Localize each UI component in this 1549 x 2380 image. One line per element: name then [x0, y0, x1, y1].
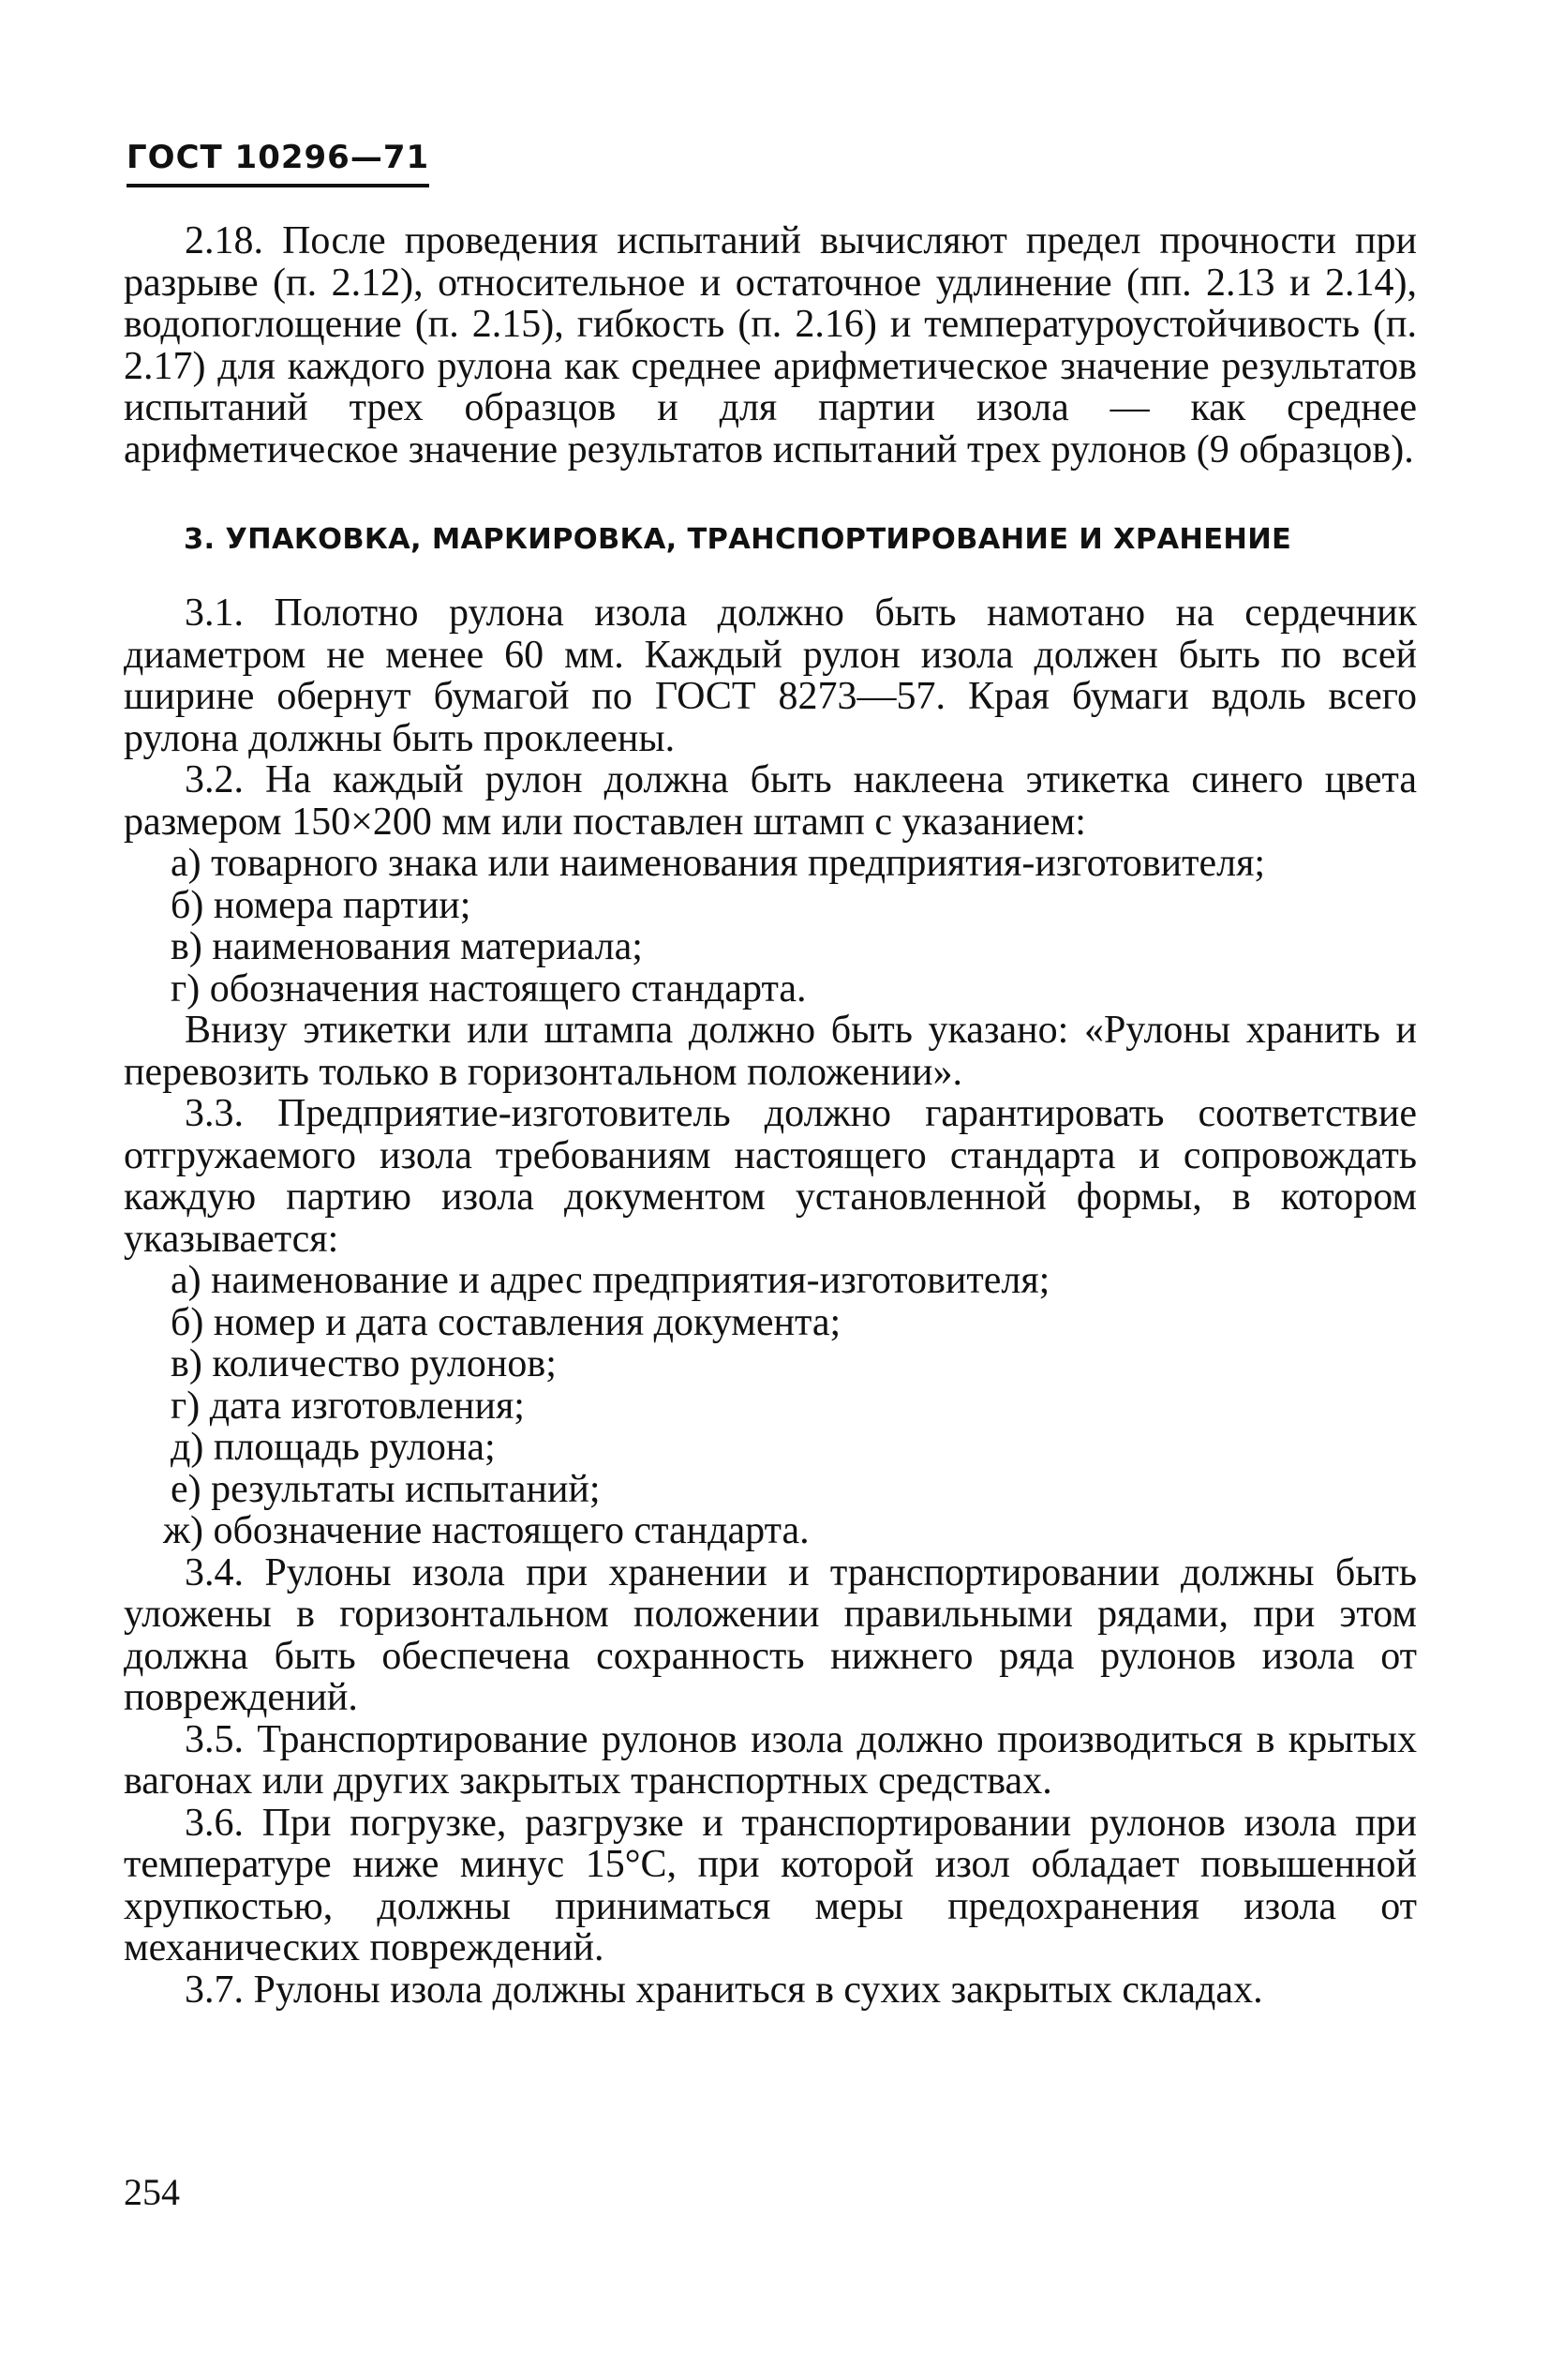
paragraph-2-18: 2.18. После проведения испытаний вычисляют предел прочности при разрыве (п. 2.12), относительное и остаточное удлинение (пп. 2.13 и 2.14), водопоглощение (п. 2.15), гибкость (п. 2.16) и температуроустойчивость (п. 2.17) для каждого рулона как среднее арифметическое значение результатов испытаний трех образцов и для партии изола — как среднее арифметическое значение результатов испытаний трех рулонов (9 образцов).	[124, 219, 1417, 472]
paragraph-3-4: 3.4. Рулоны изола при хранении и транспортировании должны быть уложены в горизонтальном положении правильными рядами, при этом должна быть обеспечена сохранность нижнего ряда рулонов изола от повреждений.	[124, 1550, 1417, 1719]
list-item-3-3-zh: ж) обозначение настоящего стандарта.	[163, 1509, 810, 1552]
page-number: 254	[124, 2171, 180, 2213]
document-body	[124, 220, 1417, 2011]
list-item-3-2-g: г) обозначения настоящего стандарта.	[171, 966, 807, 1010]
paragraph-3-6: 3.6. При погрузке, разгрузке и транспортировании рулонов изола при температуре ниже минус 15°С, при которой изол обладает повышенной хрупкостью, должны приниматься меры предохранения изола от механических повреждений.	[124, 1801, 1417, 1969]
standard-header: ГОСТ 10296—71	[127, 139, 429, 187]
list-item-3-3-b: б) номер и дата составления документа;	[171, 1300, 842, 1344]
paragraph-3-5: 3.5. Транспортирование рулонов изола должно производиться в крытых вагонах или других закрытых транспортных средствах.	[124, 1717, 1417, 1803]
list-item-3-3-v: в) количество рулонов;	[171, 1342, 557, 1385]
list-item-3-3-d: д) площадь рулона;	[171, 1426, 496, 1469]
section-3-heading: 3. УПАКОВКА, МАРКИРОВКА, ТРАНСПОРТИРОВАНИЕ И ХРАНЕНИЕ	[184, 523, 1292, 556]
paragraph-3-7: 3.7. Рулоны изола должны храниться в сухих закрытых складах.	[185, 1968, 1263, 2012]
list-item-3-2-a: а) товарного знака или наименования предприятия-изготовителя;	[171, 842, 1266, 885]
paragraph-3-2-note: Внизу этикетки или штампа должно быть указано: «Рулоны хранить и перевозить только в горизонтальном положении».	[124, 1009, 1417, 1094]
paragraph-3-3: 3.3. Предприятие-изготовитель должно гарантировать соответствие отгружаемого изола требованиям настоящего стандарта и сопровождать каждую партию изола документом установленной формы, в котором указывается:	[124, 1092, 1417, 1261]
list-item-3-3-g: г) дата изготовления;	[171, 1384, 525, 1428]
paragraph-3-2: 3.2. На каждый рулон должна быть наклеена этикетка синего цвета размером 150×200 мм или поставлен штамп с указанием:	[124, 758, 1417, 844]
list-item-3-2-v: в) наименования материала;	[171, 925, 643, 968]
paragraph-3-1: 3.1. Полотно рулона изола должно быть намотано на сердечник диаметром не менее 60 мм. Каждый рулон изола должен быть по всей ширине обернут бумагой по ГОСТ 8273—57. Края бумаги вдоль всего рулона должны быть проклеены.	[124, 591, 1417, 760]
list-item-3-3-a: а) наименование и адрес предприятия-изготовителя;	[171, 1259, 1050, 1302]
list-item-3-2-b: б) номера партии;	[171, 883, 471, 927]
list-item-3-3-e: е) результаты испытаний;	[171, 1467, 601, 1511]
